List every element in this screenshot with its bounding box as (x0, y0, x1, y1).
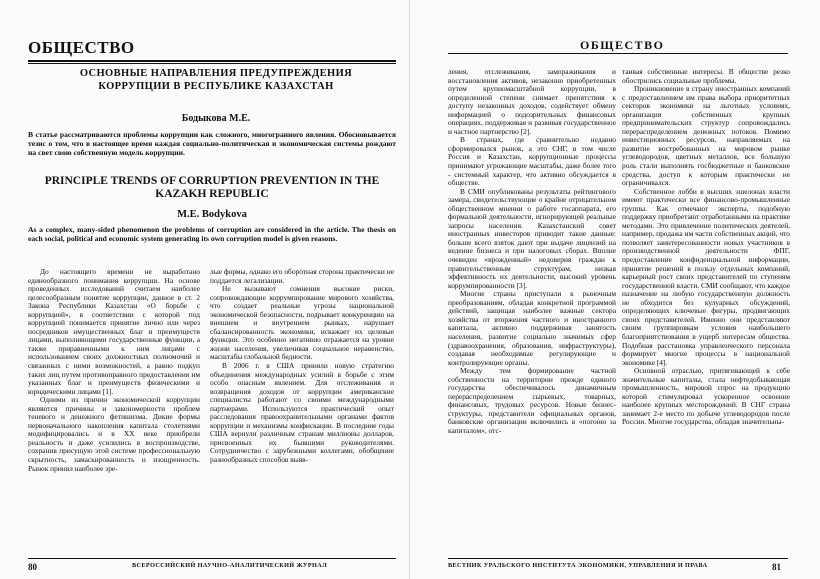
paragraph: До настоящего времени не выработано единообразного понимания коррупции. На основе проведенных исследований считаем наиболее целесообразным понятие коррупции, данное в ст. 2 Закона Республики Казахстан «О борьбе с коррупцией», в соответствии с которой под коррупцией понимается принятие лично или через посредников имущественных благ и преимуществ лицами, выполняющими государственные функции, а также приравненными к ним лицами с использованием своих должностных полномочий и связанных с ними возможностей, а равно подкуп таких лиц путем противоправного предоставления им указанных благ и преимуществ физическими и юридическими лицами [1]. (28, 268, 200, 396)
right-page (410, 0, 820, 579)
header-rule (28, 60, 396, 62)
left-column-1 (28, 268, 200, 554)
footer-rule (448, 558, 788, 559)
page-number: 81 (772, 562, 781, 572)
header-rule-thin (28, 63, 396, 64)
paragraph: Проникновение в страну иностранных компаний с предоставлением им права выбора приоритетных секторов экономики на льготных условиях, организация собственных крупных предпринимательских структур сопровождались перераспределением денежных потоков. Помимо инвестиционных ресурсов, направляемых на развитие востребованных на мировом рынке углеводородов, цветных металлов, все большую роль стали выполнять госбюджетные и банковские средства, доступ к которым практически не ограничивался. (622, 84, 790, 188)
paragraph: Основной отраслью, притягивающей к себе значительные капиталы, стала нефтедобывающая промышленность, мировой спрос на продукцию которой стимулировал ускоренное освоение наиболее крупных месторождений. В СНГ страна занимает 2-е место по добыче углеводородов после России. Многие государства, обладая значительны- (622, 366, 790, 427)
paragraph: Одними из причин экономической коррупции являются причины и закономерности проблем теневого и денежного фетишизма. Дикие формы первоначального накопления капитала столетиями модифицировались и в XX веке приобрели реальность и даже усилились в воспроизводстве, сохранив присущую этой системе профессиональную скрытность, замаскированность и изощренность. Рынок принял наиболее зре- (28, 395, 200, 473)
journal-name: ВСЕРОССИЙСКИЙ НАУЧНО-АНАЛИТИЧЕСКИЙ ЖУРНАЛ (132, 562, 328, 569)
paragraph: Между тем формирование частной собственности на территории прежде единого государства обеспечивалось динамичным перераспределением сырьевых, товарных, финансовых, трудовых ресурсов. Новые бизнес-структуры, представители официальных органов, банковские организации включились в «погоню за капиталом», отс- (448, 366, 616, 435)
footer-rule (28, 558, 396, 559)
paragraph: В странах, где сравнительно недавно сформировался рынок, а это СНГ, в том числе Россия и Казахстан, коррупционные процессы принимают угрожающие масштабы, даже более того - системный характер, что активно обсуждается в обществе. (448, 135, 616, 188)
journal-name: ВЕСТНИК УРАЛЬСКОГО ИНСТИТУТА ЭКОНОМИКИ, УПРАВЛЕНИЯ И ПРАВА (448, 562, 708, 569)
paragraph: таивая собственные интересы. В обществе резко обострились социальные проблемы. (622, 68, 790, 85)
paragraph: Собственное лобби в высших эшелонах власти имеют практически все финансово-промышленные группы. Как отмечают эксперты, подобную поддержку приобретают отработанными на практике методами. Это привлечение политических деятелей, например, продажа им части собственных акций, что позволяет заинтересованности новых участников в производственной деятельности ФПГ, предоставление конфиденциальной информации, принятие решений в пользу отдельных компаний, карьерный рост своих представителей по ступеням государственной власти. СМИ сообщают, что каждое назначение на любую государственную должность не обходится без кулуарных обсуждений, определяющих ключевые фигуры, продвигающих своих представителей. Именно они представляют своим группировкам условия наибольшего благоприятствования в ущерб интересам общества. Подобная расстановка управленческого персонала формирует многие процессы в национальной экономике [4]. (622, 186, 790, 367)
paragraph: ления, отслеживания, замораживания и восстановления активов, незаконно приобретенных путем крупномасштабной коррупции, в определенной степени снимает препятствия к доступу незаконных доходов, содействует обмену информацией о подозрительных финансовых операциях, поддерживая и развивая государственное и частное партнерство [2]. (448, 68, 616, 136)
paragraph: В СМИ опубликованы результаты рейтингового замера, свидетельствующие о крайне отрицательном общественном мнении о работе госаппарата, его формальной деятельности, игнорирующей реальные запросы населения. Казахстанский совет иностранных инвесторов приводит такие данные: больше всего взяток дают при выдаче лицензий на ведение бизнеса и при налоговых сборах. Вполне очевиден «врожденный» недоверия граждан к правительственным структурам, низкая эффективность их деятельности, высокий уровень коррумпированности [3]. (448, 186, 616, 290)
abstract-en: As a complex, many-sided phenomenon the problems of corruption are considered in the article. The thesis on each social, political and economic system generating its own corruption model is given reasons. (28, 225, 396, 244)
right-column-1 (448, 68, 616, 554)
section-header: ОБЩЕСТВО (28, 38, 135, 57)
paragraph: Многие страны приступали к рыночным преобразованиям, обладая конкретной программой действий, защищая наиболее важные сектора хозяйства от вторжения частного и иностранного капитала, активно поддерживая занятость населения, развитие социально значимых сфер (здравоохранения, образования, инфраструктуры), создавая необходимые регулирующие и контролирующие органы. (448, 289, 616, 367)
author-ru: Бодыкова М.Е. (181, 113, 251, 124)
abstract-ru: В статье рассматриваются проблемы коррупции как сложного, многогранного явления. Обосновывается тезис о том, что в настоящее время каждая социально-политическая и экономическая системы рождают на свет свою собственную модель коррупции. (28, 130, 396, 158)
article-title-en: PRINCIPLE TRENDS OF CORRUPTION PREVENTION IN THE KAZAKH REPUBLIC (44, 175, 380, 200)
left-column-2 (210, 268, 394, 554)
paragraph: лые формы, однако его оборотная сторона практически не поддается легализации. (210, 268, 394, 285)
section-header: ОБЩЕСТВО (580, 38, 665, 52)
paragraph: В 2006 г. в США приняли новую стратегию объединения международных усилий в борьбе с этим особо опасным явлением. Для отслеживания и возвращения доходов от коррупции американские специалисты работают со своими международными партнерами. Используются практический опыт расследования правоохранительными органами фактов коррупции и механизмы конфискации. В последние годы США вернули различным странам миллионы долларов, присвоенных их бывшими руководителями. Сотрудничество с зарубежными коллегами, обобщение разнообразных способов выяв- (210, 361, 394, 465)
paragraph: Не вызывают сомнения высокие риски, сопровождающие коррумпирование мирового хозяйства, что создает реальные угрозы национальной экономической безопасности, подрывает конкуренцию на внешнем и внутреннем рынках, нарушает сбалансированность экономики, искажает их целевые функции. Это особенно негативно отражается на уровне жизни населения, увеличивая социальное неравенство, масштабы глобальной бедности. (210, 284, 394, 362)
header-rule (448, 53, 788, 54)
article-title-ru: ОСНОВНЫЕ НАПРАВЛЕНИЯ ПРЕДУПРЕЖДЕНИЯ КОРРУПЦИИ В РЕСПУБЛИКЕ КАЗАХСТАН (79, 68, 353, 92)
page-number: 80 (28, 562, 37, 572)
author-en: M.E. Bodykova (177, 209, 247, 220)
right-column-2 (622, 68, 790, 554)
